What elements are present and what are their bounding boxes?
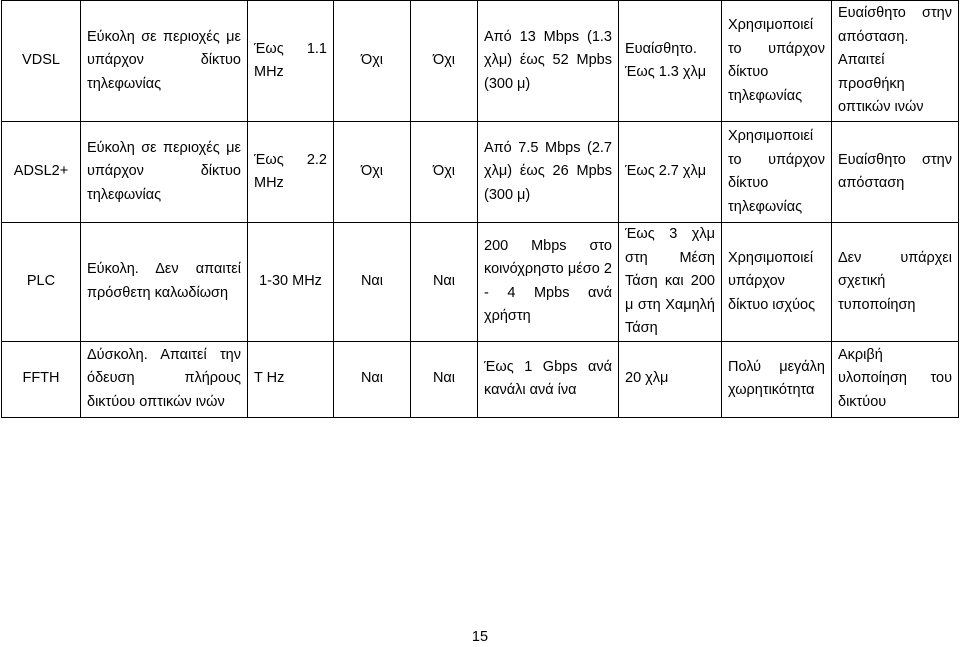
installation-cell: Εύκολη. Δεν απαιτεί πρόσθετη καλωδίωση	[81, 223, 248, 342]
spectrum-cell: Έως 1.1 MHz	[248, 1, 334, 122]
column-5-cell: Ναι	[411, 223, 478, 342]
range-cell: Ευαίσθητο. Έως 1.3 χλμ	[619, 1, 722, 122]
range-cell: 20 χλμ	[619, 341, 722, 417]
table-row	[2, 122, 959, 223]
notes-cell: Ευαίσθητο στην απόσταση	[832, 122, 959, 223]
spectrum-cell: Έως 2.2 MHz	[248, 122, 334, 223]
speed-cell: Έως 1 Gbps ανά κανάλι ανά ίνα	[478, 341, 619, 417]
table-row	[2, 341, 959, 417]
column-5-cell: Ναι	[411, 341, 478, 417]
installation-cell: Εύκολη σε περιοχές με υπάρχον δίκτυο τηλεφωνίας	[81, 122, 248, 223]
column-4-cell: Όχι	[334, 1, 411, 122]
notes-cell: Ευαίσθητο στην απόσταση. Απαιτεί προσθήκη οπτικών ινών	[832, 1, 959, 122]
spectrum-cell: T Hz	[248, 341, 334, 417]
column-5-cell: Όχι	[411, 1, 478, 122]
technology-name: PLC	[2, 223, 81, 342]
notes-cell: Δεν υπάρχει σχετική τυποποίηση	[832, 223, 959, 342]
page-number: 15	[471, 629, 489, 645]
installation-cell: Εύκολη σε περιοχές με υπάρχον δίκτυο τηλεφωνίας	[81, 1, 248, 122]
infrastructure-cell: Χρησιμοποιεί το υπάρχον δίκτυο τηλεφωνίας	[722, 122, 832, 223]
technology-comparison-table	[1, 0, 959, 418]
technology-name: ADSL2+	[2, 122, 81, 223]
technology-name: FFTH	[2, 341, 81, 417]
column-4-cell: Ναι	[334, 341, 411, 417]
table-row	[2, 1, 959, 122]
range-cell: Έως 3 χλμ στη Μέση Τάση και 200 μ στη Χαμηλή Τάση	[619, 223, 722, 342]
notes-cell: Ακριβή υλοποίηση του δικτύου	[832, 341, 959, 417]
installation-cell: Δύσκολη. Απαιτεί την όδευση πλήρους δικτύου οπτικών ινών	[81, 341, 248, 417]
speed-cell: Από 7.5 Mbps (2.7 χλμ) έως 26 Mpbs (300 μ)	[478, 122, 619, 223]
speed-cell: Από 13 Mbps (1.3 χλμ) έως 52 Mpbs (300 μ)	[478, 1, 619, 122]
infrastructure-cell: Χρησιμοποιεί το υπάρχον δίκτυο τηλεφωνίας	[722, 1, 832, 122]
column-5-cell: Όχι	[411, 122, 478, 223]
spectrum-cell: 1-30 MHz	[248, 223, 334, 342]
infrastructure-cell: Πολύ μεγάλη χωρητικότητα	[722, 341, 832, 417]
speed-cell: 200 Mbps στο κοινόχρηστο μέσο 2 - 4 Mpbs ανά χρήστη	[478, 223, 619, 342]
technology-name: VDSL	[2, 1, 81, 122]
table-row	[2, 223, 959, 342]
column-4-cell: Ναι	[334, 223, 411, 342]
range-cell: Έως 2.7 χλμ	[619, 122, 722, 223]
column-4-cell: Όχι	[334, 122, 411, 223]
infrastructure-cell: Χρησιμοποιεί υπάρχον δίκτυο ισχύος	[722, 223, 832, 342]
